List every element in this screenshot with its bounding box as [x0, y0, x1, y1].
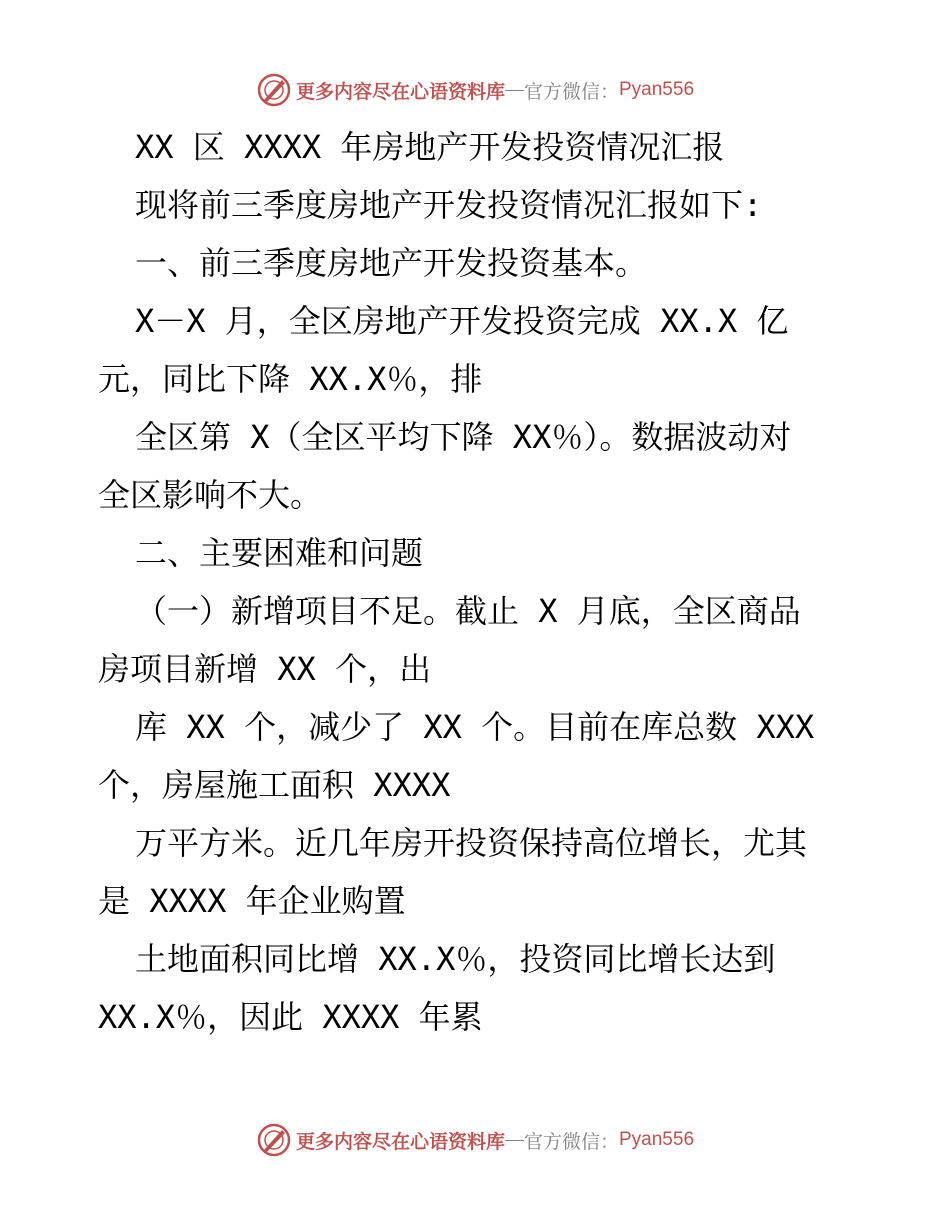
paragraph-line: 元，同比下降 XX.X％，排 [98, 360, 483, 398]
watermark-footer [0, 1120, 950, 1160]
paragraph-line: 万平方米。近几年房开投资保持高位增长，尤其 [135, 824, 808, 862]
paragraph-line: X－X 月，全区房地产开发投资完成 XX.X 亿 [135, 302, 789, 340]
paragraph-line: 房项目新增 XX 个，出 [98, 650, 432, 688]
document-title: XX 区 XXXX 年房地产开发投资情况汇报 [135, 128, 725, 166]
watermark-brand: 更多内容尽在心语资料库 [295, 81, 505, 103]
logo-icon [256, 72, 292, 108]
paragraph-line: （一）新增项目不足。截止 X 月底，全区商品 [135, 592, 801, 630]
watermark-wechat-id: Pyan556 [619, 79, 695, 100]
section-heading: 二、主要困难和问题 [135, 534, 424, 572]
logo-icon [256, 1122, 292, 1158]
paragraph-line: 是 XXXX 年企业购置 [98, 882, 406, 920]
paragraph-line: XX.X％，因此 XXXX 年累 [98, 998, 483, 1036]
watermark-wechat-label: 官方微信： [523, 81, 619, 103]
document-body [98, 118, 858, 1046]
paragraph-line: 全区第 X（全区平均下降 XX％）。数据波动对 [135, 418, 792, 456]
paragraph-line: 个，房屋施工面积 XXXX [98, 766, 451, 804]
paragraph-line: 土地面积同比增 XX.X％，投资同比增长达到 [135, 940, 776, 978]
paragraph-line: 全区影响不大。 [98, 476, 323, 514]
paragraph-line: 库 XX 个，减少了 XX 个。目前在库总数 XXX [135, 708, 815, 746]
watermark-dash: — [504, 79, 524, 100]
watermark-header [0, 70, 950, 110]
watermark-wechat-id: Pyan556 [619, 1129, 695, 1150]
watermark-brand: 更多内容尽在心语资料库 [295, 1131, 505, 1153]
section-heading: 一、前三季度房地产开发投资基本。 [135, 244, 648, 282]
watermark-dash: — [504, 1129, 524, 1150]
paragraph-line: 现将前三季度房地产开发投资情况汇报如下: [135, 186, 763, 224]
watermark-wechat-label: 官方微信： [523, 1131, 619, 1153]
